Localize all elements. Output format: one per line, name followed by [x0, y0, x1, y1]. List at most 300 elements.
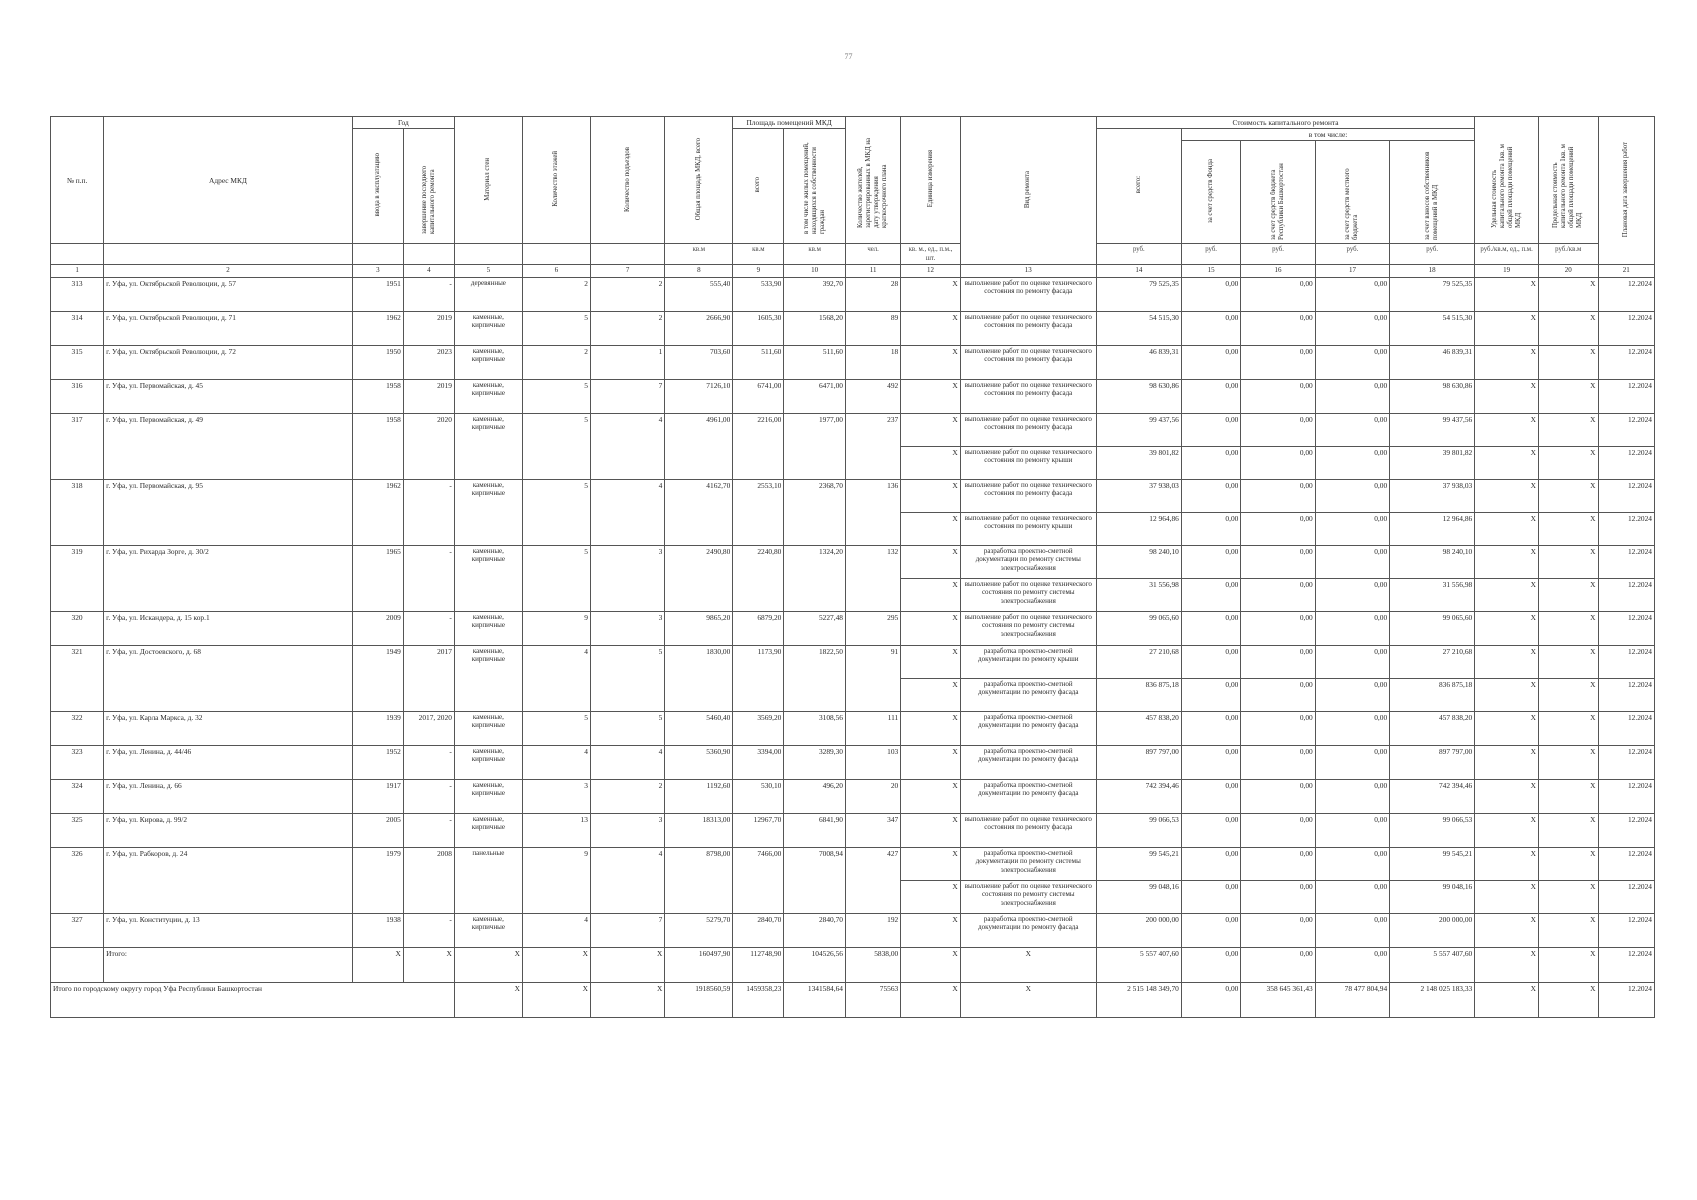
totals-label: Итого:	[104, 948, 353, 983]
area-all-cell: 2240,80	[733, 546, 784, 612]
plan-date-cell: 12.2024	[1598, 646, 1655, 679]
unit-10: кв.м	[784, 244, 846, 265]
cost-fund-cell: 0,00	[1181, 312, 1241, 346]
cost-republic-cell: 0,00	[1241, 346, 1315, 380]
cost-owners-cell: 37 938,03	[1390, 480, 1475, 513]
year-built-cell: 2005	[352, 814, 403, 848]
cost-republic-cell: 0,00	[1241, 746, 1315, 780]
header-cost-owners: за счет взносов собственников помещений в МКД	[1390, 141, 1475, 244]
area-private-cell: 2840,70	[784, 914, 846, 948]
cost-owners-cell: 39 801,82	[1390, 447, 1475, 480]
specific-cost-cell: X	[1475, 914, 1539, 948]
cost-fund-cell: 0,00	[1181, 414, 1241, 447]
cost-owners-cell: 27 210,68	[1390, 646, 1475, 679]
year-repair-cell: -	[403, 814, 454, 848]
year-repair-cell: -	[403, 480, 454, 546]
year-built-cell: 2009	[352, 612, 403, 646]
unit-mark-cell: X	[901, 814, 961, 848]
row-number-cell: 315	[51, 346, 104, 380]
repair-type-cell: выполнение работ по оценке технического состояния по ремонту фасада	[960, 414, 1096, 447]
cost-local-cell: 0,00	[1315, 646, 1389, 679]
area-all-cell: 3569,20	[733, 712, 784, 746]
unit-8: кв.м	[665, 244, 733, 265]
cost-total-cell: 12 964,86	[1096, 513, 1181, 546]
entrances-cell: 2	[590, 780, 664, 814]
area-all-cell: 1605,30	[733, 312, 784, 346]
area-private-cell: 1822,50	[784, 646, 846, 712]
header-cost-local: за счет средств местного бюджета	[1315, 141, 1389, 244]
table-row	[51, 480, 1655, 513]
table-row	[51, 814, 1655, 848]
column-number: 13	[960, 265, 1096, 278]
address-cell: г. Уфа, ул. Достоевского, д. 68	[104, 646, 353, 712]
cost-total-cell: 37 938,03	[1096, 480, 1181, 513]
cost-owners-cell: 99 048,16	[1390, 881, 1475, 914]
area-all-cell: 12967,70	[733, 814, 784, 848]
residents-cell: 91	[845, 646, 900, 712]
grand-totals-cost-fund: 0,00	[1181, 983, 1241, 1018]
limit-cost-cell: X	[1538, 848, 1598, 881]
unit-14: руб.	[1096, 244, 1181, 265]
plan-date-cell: 12.2024	[1598, 746, 1655, 780]
repair-type-cell: выполнение работ по оценке технического состояния по ремонту крыши	[960, 447, 1096, 480]
limit-cost-cell: X	[1538, 546, 1598, 579]
grand-totals-fl: X	[522, 983, 590, 1018]
table-row	[51, 346, 1655, 380]
cost-local-cell: 0,00	[1315, 579, 1389, 612]
unit-12: кв. м., ед., п.м., шт.	[901, 244, 961, 265]
plan-date-cell: 12.2024	[1598, 848, 1655, 881]
cost-republic-cell: 0,00	[1241, 612, 1315, 646]
grand-totals-cost-owners: 2 148 025 183,33	[1390, 983, 1475, 1018]
cost-owners-cell: 200 000,00	[1390, 914, 1475, 948]
repair-type-cell: выполнение работ по оценке технического состояния по ремонту фасада	[960, 380, 1096, 414]
unit-mark-cell: X	[901, 579, 961, 612]
cost-local-cell: 0,00	[1315, 513, 1389, 546]
unit-19: руб./кв.м, ед., п.м.	[1475, 244, 1539, 265]
unit-mark-cell: X	[901, 780, 961, 814]
year-repair-cell: 2017	[403, 646, 454, 712]
area-all-cell: 6879,20	[733, 612, 784, 646]
repair-type-cell: выполнение работ по оценке технического состояния по ремонту системы электроснабжения	[960, 612, 1096, 646]
header-area-group: Площадь помещений МКД	[733, 117, 846, 129]
row-number-cell: 327	[51, 914, 104, 948]
cost-local-cell: 0,00	[1315, 278, 1389, 312]
header-year-built: ввода в эксплуатацию	[352, 129, 403, 244]
cost-republic-cell: 0,00	[1241, 513, 1315, 546]
totals-total-area: 160497,90	[665, 948, 733, 983]
cost-fund-cell: 0,00	[1181, 814, 1241, 848]
year-built-cell: 1938	[352, 914, 403, 948]
total-area-cell: 5279,70	[665, 914, 733, 948]
cost-fund-cell: 0,00	[1181, 380, 1241, 414]
cost-republic-cell: 0,00	[1241, 312, 1315, 346]
cost-total-cell: 39 801,82	[1096, 447, 1181, 480]
unit-18: руб.	[1390, 244, 1475, 265]
total-area-cell: 4961,00	[665, 414, 733, 480]
totals-cost-owners: 5 557 407,60	[1390, 948, 1475, 983]
limit-cost-cell: X	[1538, 380, 1598, 414]
wall-material-cell: каменные, кирпичные	[454, 814, 522, 848]
entrances-cell: 3	[590, 814, 664, 848]
table-row	[51, 612, 1655, 646]
specific-cost-cell: X	[1475, 480, 1539, 513]
header-cost-fund: за счет средств Фонда	[1181, 141, 1241, 244]
column-number: 11	[845, 265, 900, 278]
grand-totals-total-area: 1918560,59	[665, 983, 733, 1018]
cost-total-cell: 99 065,60	[1096, 612, 1181, 646]
cost-republic-cell: 0,00	[1241, 848, 1315, 881]
unit-mark-cell: X	[901, 746, 961, 780]
year-repair-cell: -	[403, 612, 454, 646]
header-units-row	[51, 244, 1655, 265]
plan-date-cell: 12.2024	[1598, 447, 1655, 480]
cost-fund-cell: 0,00	[1181, 612, 1241, 646]
totals-cost-total: 5 557 407,60	[1096, 948, 1181, 983]
specific-cost-cell: X	[1475, 513, 1539, 546]
cost-local-cell: 0,00	[1315, 881, 1389, 914]
cost-total-cell: 457 838,20	[1096, 712, 1181, 746]
totals-empty-cell	[51, 948, 104, 983]
year-repair-cell: -	[403, 914, 454, 948]
unit-mark-cell: X	[901, 380, 961, 414]
grand-totals-limit: X	[1538, 983, 1598, 1018]
limit-cost-cell: X	[1538, 447, 1598, 480]
column-number: 8	[665, 265, 733, 278]
residents-cell: 347	[845, 814, 900, 848]
plan-date-cell: 12.2024	[1598, 579, 1655, 612]
address-cell: г. Уфа, ул. Конституции, д. 13	[104, 914, 353, 948]
cost-fund-cell: 0,00	[1181, 746, 1241, 780]
address-cell: г. Уфа, ул. Ленина, д. 66	[104, 780, 353, 814]
floors-cell: 5	[522, 712, 590, 746]
area-all-cell: 6741,00	[733, 380, 784, 414]
area-all-cell: 533,90	[733, 278, 784, 312]
cost-owners-cell: 457 838,20	[1390, 712, 1475, 746]
table-row	[51, 848, 1655, 881]
totals-residents: 5838,00	[845, 948, 900, 983]
cost-total-cell: 99 437,56	[1096, 414, 1181, 447]
totals-unit: X	[901, 948, 961, 983]
header-wall-material: Материал стен	[454, 117, 522, 244]
wall-material-cell: каменные, кирпичные	[454, 414, 522, 480]
cost-fund-cell: 0,00	[1181, 914, 1241, 948]
entrances-cell: 4	[590, 480, 664, 546]
cost-owners-cell: 31 556,98	[1390, 579, 1475, 612]
repair-type-cell: выполнение работ по оценке технического состояния по ремонту фасада	[960, 346, 1096, 380]
plan-date-cell: 12.2024	[1598, 546, 1655, 579]
total-area-cell: 5460,40	[665, 712, 733, 746]
cost-total-cell: 99 545,21	[1096, 848, 1181, 881]
cost-fund-cell: 0,00	[1181, 780, 1241, 814]
limit-cost-cell: X	[1538, 346, 1598, 380]
column-number: 4	[403, 265, 454, 278]
specific-cost-cell: X	[1475, 414, 1539, 447]
table-row	[51, 746, 1655, 780]
wall-material-cell: каменные, кирпичные	[454, 712, 522, 746]
wall-material-cell: каменные, кирпичные	[454, 480, 522, 546]
totals-row	[51, 948, 1655, 983]
cost-republic-cell: 0,00	[1241, 414, 1315, 447]
residents-cell: 237	[845, 414, 900, 480]
unit-mark-cell: X	[901, 513, 961, 546]
repair-type-cell: выполнение работ по оценке технического состояния по ремонту системы электроснабжения	[960, 881, 1096, 914]
totals-area-private: 104526,56	[784, 948, 846, 983]
area-private-cell: 1324,20	[784, 546, 846, 612]
cost-fund-cell: 0,00	[1181, 579, 1241, 612]
row-number-cell: 324	[51, 780, 104, 814]
row-number-cell: 321	[51, 646, 104, 712]
specific-cost-cell: X	[1475, 712, 1539, 746]
specific-cost-cell: X	[1475, 881, 1539, 914]
row-number-cell: 325	[51, 814, 104, 848]
grand-totals-date: 12.2024	[1598, 983, 1655, 1018]
cost-total-cell: 46 839,31	[1096, 346, 1181, 380]
cost-local-cell: 0,00	[1315, 746, 1389, 780]
total-area-cell: 7126,10	[665, 380, 733, 414]
floors-cell: 5	[522, 546, 590, 612]
entrances-cell: 3	[590, 546, 664, 612]
cost-owners-cell: 897 797,00	[1390, 746, 1475, 780]
cost-republic-cell: 0,00	[1241, 447, 1315, 480]
cost-fund-cell: 0,00	[1181, 679, 1241, 712]
repair-type-cell: разработка проектно-сметной документации по ремонту фасада	[960, 780, 1096, 814]
grand-totals-unit: X	[901, 983, 961, 1018]
cost-republic-cell: 0,00	[1241, 780, 1315, 814]
wall-material-cell: каменные, кирпичные	[454, 646, 522, 712]
floors-cell: 5	[522, 380, 590, 414]
residents-cell: 20	[845, 780, 900, 814]
entrances-cell: 4	[590, 848, 664, 914]
repair-type-cell: разработка проектно-сметной документации по ремонту фасада	[960, 914, 1096, 948]
header-year-last-repair: завершение последнего капитального ремонта	[403, 129, 454, 244]
cost-republic-cell: 0,00	[1241, 278, 1315, 312]
cost-owners-cell: 46 839,31	[1390, 346, 1475, 380]
cost-local-cell: 0,00	[1315, 447, 1389, 480]
entrances-cell: 7	[590, 914, 664, 948]
limit-cost-cell: X	[1538, 814, 1598, 848]
specific-cost-cell: X	[1475, 447, 1539, 480]
wall-material-cell: каменные, кирпичные	[454, 346, 522, 380]
year-repair-cell: -	[403, 746, 454, 780]
year-built-cell: 1950	[352, 346, 403, 380]
row-number-cell: 319	[51, 546, 104, 612]
plan-date-cell: 12.2024	[1598, 780, 1655, 814]
row-number-cell: 322	[51, 712, 104, 746]
wall-material-cell: каменные, кирпичные	[454, 612, 522, 646]
area-private-cell: 2368,70	[784, 480, 846, 546]
cost-republic-cell: 0,00	[1241, 579, 1315, 612]
cost-local-cell: 0,00	[1315, 612, 1389, 646]
cost-republic-cell: 0,00	[1241, 814, 1315, 848]
entrances-cell: 2	[590, 278, 664, 312]
cost-fund-cell: 0,00	[1181, 881, 1241, 914]
unit-mark-cell: X	[901, 312, 961, 346]
header-cost-subgroup: в том числе:	[1181, 129, 1474, 141]
wall-material-cell: каменные, кирпичные	[454, 312, 522, 346]
address-cell: г. Уфа, ул. Карла Маркса, д. 32	[104, 712, 353, 746]
repair-type-cell: разработка проектно-сметной документации по ремонту системы электроснабжения	[960, 546, 1096, 579]
column-number: 5	[454, 265, 522, 278]
area-all-cell: 2553,10	[733, 480, 784, 546]
cost-republic-cell: 0,00	[1241, 546, 1315, 579]
header-floors: Количество этажей	[522, 117, 590, 244]
year-built-cell: 1965	[352, 546, 403, 612]
row-number-cell: 313	[51, 278, 104, 312]
floors-cell: 9	[522, 848, 590, 914]
plan-date-cell: 12.2024	[1598, 679, 1655, 712]
address-cell: г. Уфа, ул. Рихарда Зорге, д. 30/2	[104, 546, 353, 612]
cost-fund-cell: 0,00	[1181, 480, 1241, 513]
cost-local-cell: 0,00	[1315, 848, 1389, 881]
limit-cost-cell: X	[1538, 612, 1598, 646]
plan-date-cell: 12.2024	[1598, 312, 1655, 346]
floors-cell: 5	[522, 312, 590, 346]
table-row	[51, 312, 1655, 346]
address-cell: г. Уфа, ул. Искандера, д. 15 кор.1	[104, 612, 353, 646]
table-row	[51, 380, 1655, 414]
residents-cell: 111	[845, 712, 900, 746]
floors-cell: 4	[522, 746, 590, 780]
year-built-cell: 1962	[352, 480, 403, 546]
year-repair-cell: 2023	[403, 346, 454, 380]
limit-cost-cell: X	[1538, 513, 1598, 546]
unit-mark-cell: X	[901, 546, 961, 579]
cost-local-cell: 0,00	[1315, 780, 1389, 814]
table-row	[51, 278, 1655, 312]
grand-totals-area-private: 1341584,64	[784, 983, 846, 1018]
limit-cost-cell: X	[1538, 579, 1598, 612]
column-numbers-row	[51, 265, 1655, 278]
specific-cost-cell: X	[1475, 646, 1539, 679]
area-all-cell: 7466,00	[733, 848, 784, 914]
grand-totals-label: Итого по городскому округу город Уфа Республики Башкортостан	[51, 983, 455, 1018]
specific-cost-cell: X	[1475, 746, 1539, 780]
area-private-cell: 1977,00	[784, 414, 846, 480]
header-address: Адрес МКД	[104, 117, 353, 244]
totals-specific: X	[1475, 948, 1539, 983]
cost-local-cell: 0,00	[1315, 346, 1389, 380]
floors-cell: 2	[522, 346, 590, 380]
cost-owners-cell: 79 525,35	[1390, 278, 1475, 312]
area-all-cell: 511,60	[733, 346, 784, 380]
specific-cost-cell: X	[1475, 780, 1539, 814]
cost-total-cell: 200 000,00	[1096, 914, 1181, 948]
header-num: № п.п.	[51, 117, 104, 244]
column-number: 14	[1096, 265, 1181, 278]
area-private-cell: 7008,94	[784, 848, 846, 914]
repair-type-cell: выполнение работ по оценке технического состояния по ремонту системы электроснабжения	[960, 579, 1096, 612]
column-number: 17	[1315, 265, 1389, 278]
header-entrances: Количество подъездов	[590, 117, 664, 244]
header-total-area: Общая площадь МКД, всего	[665, 117, 733, 244]
cost-total-cell: 99 048,16	[1096, 881, 1181, 914]
plan-date-cell: 12.2024	[1598, 380, 1655, 414]
cost-republic-cell: 0,00	[1241, 679, 1315, 712]
header-specific-cost: Удельная стоимость капитального ремонта 1кв. м общей площади помещений МКД	[1475, 117, 1539, 244]
address-cell: г. Уфа, ул. Первомайская, д. 49	[104, 414, 353, 480]
year-built-cell: 1949	[352, 646, 403, 712]
floors-cell: 4	[522, 646, 590, 712]
cost-total-cell: 98 240,10	[1096, 546, 1181, 579]
grand-totals-cost-total: 2 515 148 349,70	[1096, 983, 1181, 1018]
specific-cost-cell: X	[1475, 612, 1539, 646]
column-number: 6	[522, 265, 590, 278]
header-area-private: в том числе жилых помещений, находящихся в собственности граждан	[784, 129, 846, 244]
cost-fund-cell: 0,00	[1181, 712, 1241, 746]
capital-repair-register-table	[50, 116, 1655, 1018]
repair-type-cell: выполнение работ по оценке технического состояния по ремонту фасада	[960, 312, 1096, 346]
page-number: 77	[844, 52, 853, 61]
specific-cost-cell: X	[1475, 848, 1539, 881]
year-repair-cell: 2017, 2020	[403, 712, 454, 746]
address-cell: г. Уфа, ул. Кирова, д. 99/2	[104, 814, 353, 848]
cost-fund-cell: 0,00	[1181, 848, 1241, 881]
entrances-cell: 7	[590, 380, 664, 414]
repair-type-cell: выполнение работ по оценке технического состояния по ремонту фасада	[960, 278, 1096, 312]
residents-cell: 295	[845, 612, 900, 646]
cost-total-cell: 27 210,68	[1096, 646, 1181, 679]
limit-cost-cell: X	[1538, 278, 1598, 312]
entrances-cell: 5	[590, 712, 664, 746]
total-area-cell: 5360,90	[665, 746, 733, 780]
area-private-cell: 6471,00	[784, 380, 846, 414]
wall-material-cell: деревянные	[454, 278, 522, 312]
unit-mark-cell: X	[901, 712, 961, 746]
unit-mark-cell: X	[901, 278, 961, 312]
unit-mark-cell: X	[901, 848, 961, 881]
address-cell: г. Уфа, ул. Первомайская, д. 45	[104, 380, 353, 414]
entrances-cell: 5	[590, 646, 664, 712]
year-repair-cell: 2008	[403, 848, 454, 914]
year-built-cell: 1917	[352, 780, 403, 814]
repair-type-cell: разработка проектно-сметной документации по ремонту фасада	[960, 679, 1096, 712]
area-all-cell: 1173,90	[733, 646, 784, 712]
floors-cell: 4	[522, 914, 590, 948]
grand-totals-mat: X	[454, 983, 522, 1018]
row-number-cell: 317	[51, 414, 104, 480]
column-number: 20	[1538, 265, 1598, 278]
totals-type: X	[960, 948, 1096, 983]
cost-owners-cell: 98 630,86	[1390, 380, 1475, 414]
unit-16: руб.	[1241, 244, 1315, 265]
header-cost-republic: за счет средств бюджета Республики Башкортостан	[1241, 141, 1315, 244]
cost-owners-cell: 742 394,46	[1390, 780, 1475, 814]
header-area-all: всего	[733, 129, 784, 244]
table-row	[51, 780, 1655, 814]
unit-mark-cell: X	[901, 914, 961, 948]
total-area-cell: 18313,00	[665, 814, 733, 848]
plan-date-cell: 12.2024	[1598, 881, 1655, 914]
entrances-cell: 4	[590, 746, 664, 780]
residents-cell: 103	[845, 746, 900, 780]
cost-local-cell: 0,00	[1315, 814, 1389, 848]
year-built-cell: 1951	[352, 278, 403, 312]
total-area-cell: 1192,60	[665, 780, 733, 814]
residents-cell: 89	[845, 312, 900, 346]
cost-owners-cell: 99 066,53	[1390, 814, 1475, 848]
area-private-cell: 511,60	[784, 346, 846, 380]
grand-totals-en: X	[590, 983, 664, 1018]
cost-local-cell: 0,00	[1315, 914, 1389, 948]
floors-cell: 2	[522, 278, 590, 312]
totals-cost-fund: 0,00	[1181, 948, 1241, 983]
header-limit-cost: Предельная стоимость капитального ремонта 1кв. м общей площади помещений МКД	[1538, 117, 1598, 244]
unit-mark-cell: X	[901, 447, 961, 480]
column-number: 1	[51, 265, 104, 278]
unit-mark-cell: X	[901, 646, 961, 679]
cost-fund-cell: 0,00	[1181, 346, 1241, 380]
